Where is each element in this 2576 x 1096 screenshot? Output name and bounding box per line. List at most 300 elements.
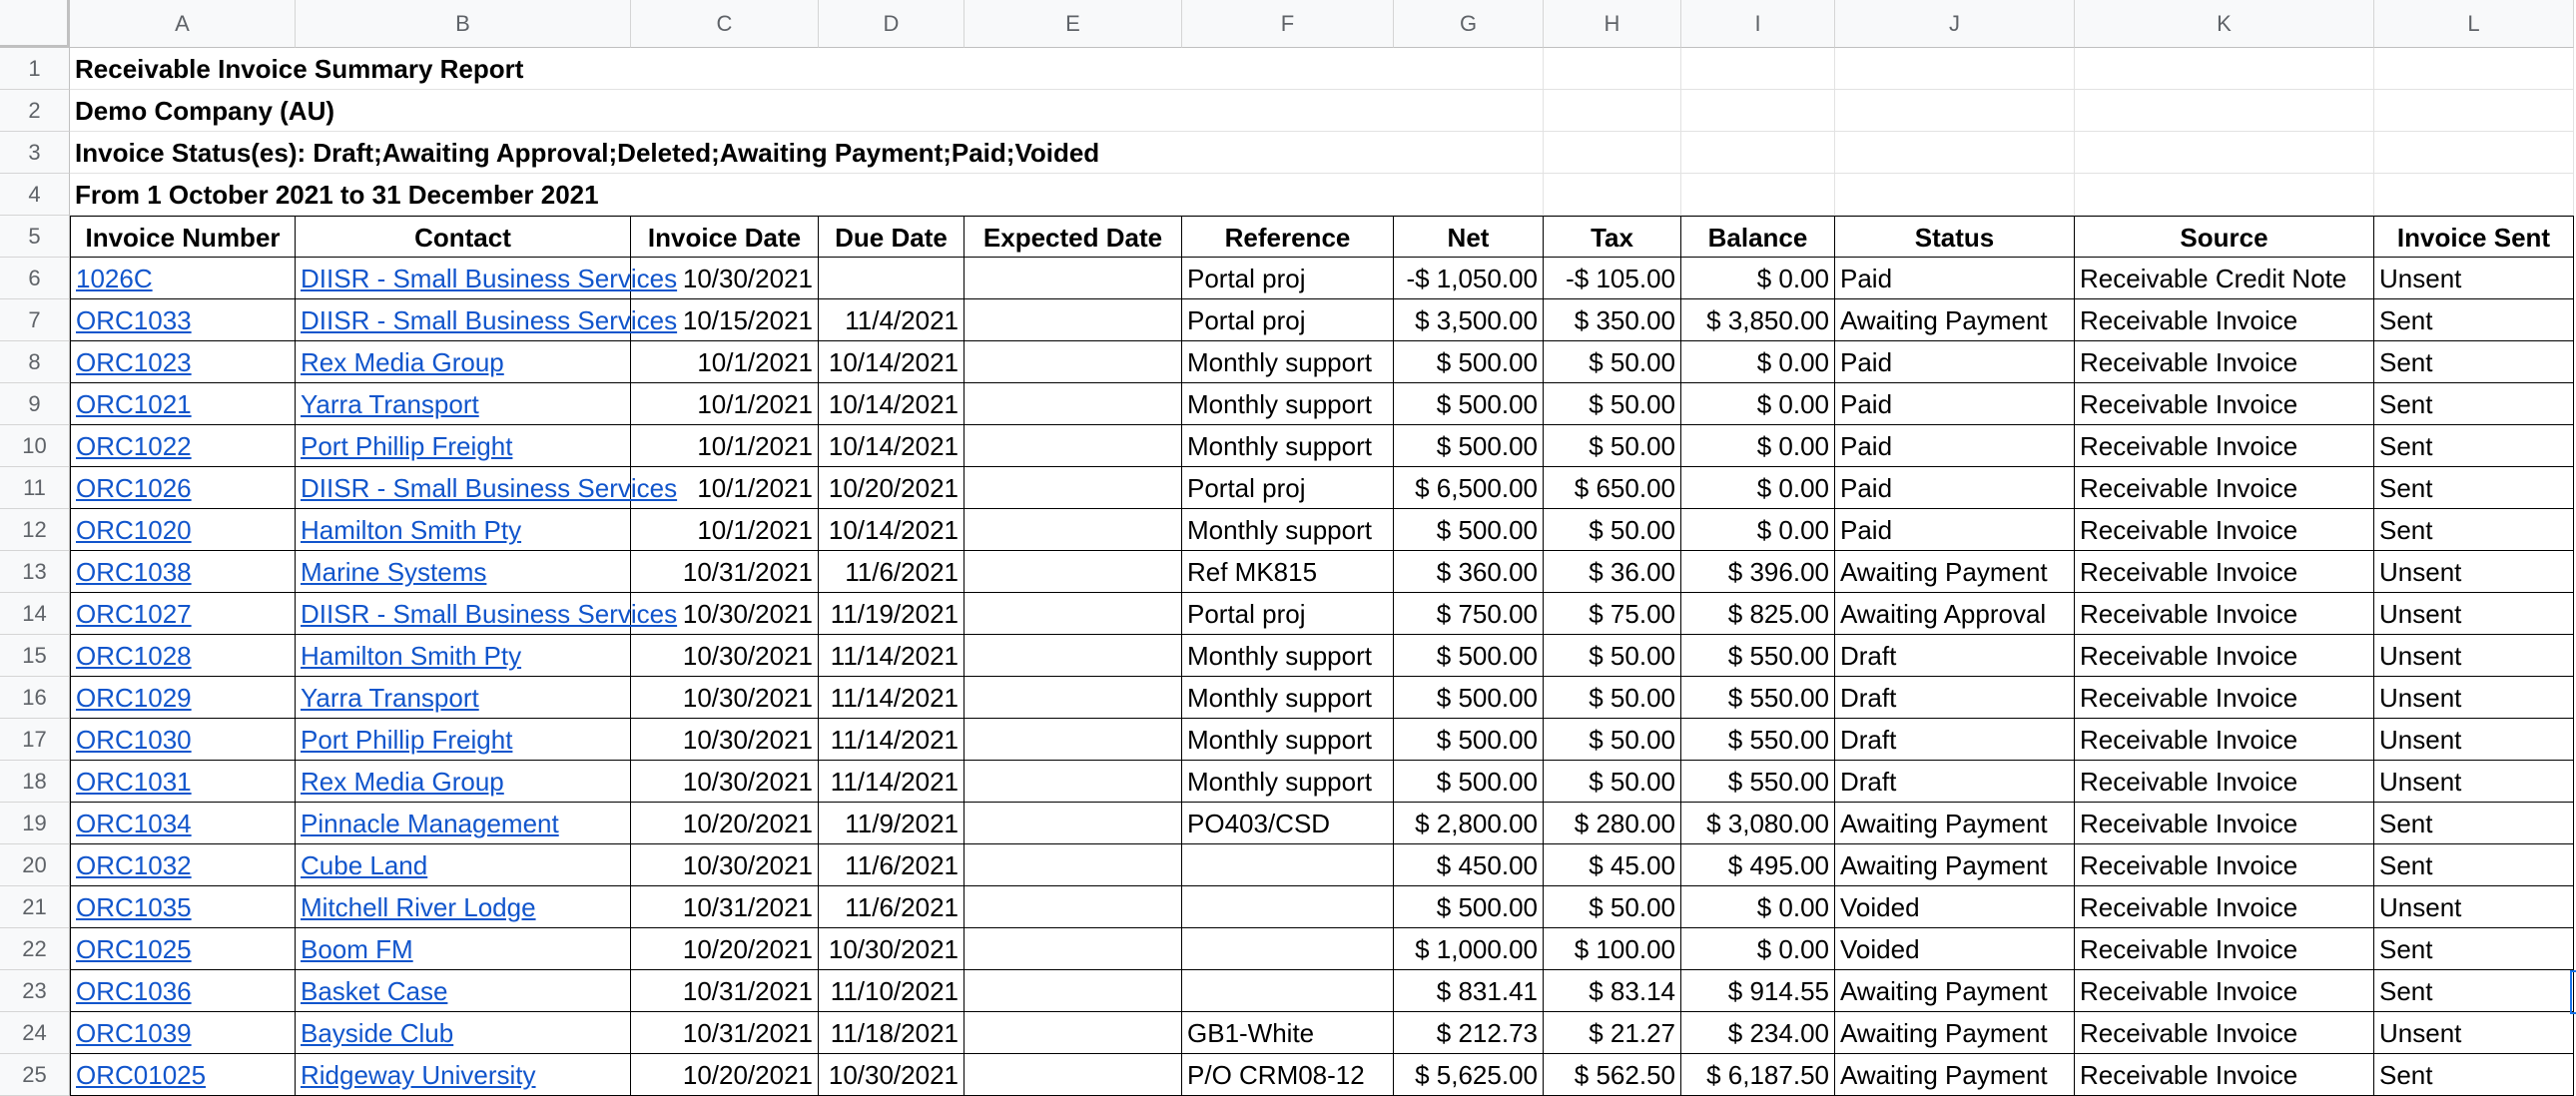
cell-invoice-date[interactable]: 10/1/2021 — [631, 341, 819, 383]
row-header[interactable]: 25 — [0, 1054, 70, 1096]
cell-due-date[interactable]: 10/14/2021 — [819, 383, 965, 425]
row-header[interactable]: 16 — [0, 677, 70, 719]
cell-invoice-sent[interactable]: Unsent — [2374, 258, 2574, 299]
cell[interactable] — [1544, 174, 1681, 216]
cell-source[interactable]: Receivable Invoice — [2075, 509, 2374, 551]
row-header[interactable]: 6 — [0, 258, 70, 299]
column-header-j[interactable]: J — [1835, 0, 2075, 48]
cell-invoice-date[interactable]: 10/20/2021 — [631, 1054, 819, 1096]
cell-expected-date[interactable] — [965, 928, 1182, 970]
row-header[interactable]: 11 — [0, 467, 70, 509]
cell-invoice-sent[interactable]: Sent — [2374, 509, 2574, 551]
cell-source[interactable]: Receivable Invoice — [2075, 886, 2374, 928]
cell-due-date[interactable]: 11/9/2021 — [819, 803, 965, 844]
cell-contact[interactable]: Ridgeway University — [296, 1054, 631, 1096]
cell-invoice-sent[interactable]: Sent — [2374, 383, 2574, 425]
cell-tax[interactable]: $ 50.00 — [1544, 635, 1681, 677]
row-header[interactable]: 18 — [0, 761, 70, 803]
cell-reference[interactable]: Ref MK815 — [1182, 551, 1394, 593]
cell-expected-date[interactable] — [965, 593, 1182, 635]
header-source[interactable]: Source — [2075, 216, 2374, 258]
cell-tax[interactable]: $ 50.00 — [1544, 509, 1681, 551]
header-contact[interactable]: Contact — [296, 216, 631, 258]
cell-balance[interactable]: $ 495.00 — [1681, 844, 1835, 886]
cell-tax[interactable]: $ 350.00 — [1544, 299, 1681, 341]
cell-invoice-number[interactable]: ORC1028 — [70, 635, 296, 677]
cell-invoice-number[interactable]: ORC1025 — [70, 928, 296, 970]
cell-expected-date[interactable] — [965, 803, 1182, 844]
cell-tax[interactable]: $ 50.00 — [1544, 761, 1681, 803]
cell-due-date[interactable]: 10/14/2021 — [819, 509, 965, 551]
cell-status[interactable]: Awaiting Approval — [1835, 593, 2075, 635]
cell-balance[interactable]: $ 0.00 — [1681, 509, 1835, 551]
cell-tax[interactable]: $ 36.00 — [1544, 551, 1681, 593]
cell-expected-date[interactable] — [965, 844, 1182, 886]
cell-due-date[interactable]: 10/20/2021 — [819, 467, 965, 509]
cell-invoice-number[interactable]: ORC1033 — [70, 299, 296, 341]
cell-invoice-sent[interactable]: Sent — [2374, 425, 2574, 467]
row-header[interactable]: 12 — [0, 509, 70, 551]
cell-source[interactable]: Receivable Invoice — [2075, 844, 2374, 886]
cell-reference[interactable]: Portal proj — [1182, 258, 1394, 299]
cell-invoice-number[interactable]: ORC1022 — [70, 425, 296, 467]
cell-invoice-number[interactable]: ORC1034 — [70, 803, 296, 844]
cell-contact[interactable]: Bayside Club — [296, 1012, 631, 1054]
cell[interactable] — [1681, 48, 1835, 90]
row-header[interactable]: 23 — [0, 970, 70, 1012]
cell-contact[interactable]: Rex Media Group — [296, 341, 631, 383]
cell-invoice-date[interactable]: 10/20/2021 — [631, 803, 819, 844]
cell[interactable] — [1835, 90, 2075, 132]
cell-invoice-sent[interactable]: Unsent — [2374, 719, 2574, 761]
cell-contact[interactable]: Boom FM — [296, 928, 631, 970]
cell-reference[interactable]: Portal proj — [1182, 593, 1394, 635]
cell-status[interactable]: Awaiting Payment — [1835, 803, 2075, 844]
column-header-h[interactable]: H — [1544, 0, 1681, 48]
cell-tax[interactable]: $ 562.50 — [1544, 1054, 1681, 1096]
cell-balance[interactable]: $ 234.00 — [1681, 1012, 1835, 1054]
cell-expected-date[interactable] — [965, 341, 1182, 383]
cell-invoice-sent[interactable]: Unsent — [2374, 761, 2574, 803]
cell-invoice-number[interactable]: ORC1035 — [70, 886, 296, 928]
cell[interactable] — [2075, 90, 2374, 132]
cell-invoice-number[interactable]: 1026C — [70, 258, 296, 299]
cell-invoice-sent[interactable]: Sent — [2374, 970, 2574, 1012]
cell-status[interactable]: Paid — [1835, 383, 2075, 425]
cell-expected-date[interactable] — [965, 467, 1182, 509]
row-header[interactable]: 3 — [0, 132, 70, 174]
cell-invoice-sent[interactable]: Sent — [2374, 341, 2574, 383]
cell-balance[interactable]: $ 550.00 — [1681, 677, 1835, 719]
cell-balance[interactable]: $ 3,850.00 — [1681, 299, 1835, 341]
cell-expected-date[interactable] — [965, 677, 1182, 719]
cell-source[interactable]: Receivable Invoice — [2075, 677, 2374, 719]
cell-expected-date[interactable] — [965, 383, 1182, 425]
cell-reference[interactable]: Monthly support — [1182, 425, 1394, 467]
cell[interactable] — [2374, 174, 2574, 216]
row-header[interactable]: 15 — [0, 635, 70, 677]
cell-status[interactable]: Paid — [1835, 341, 2075, 383]
cell-net[interactable]: $ 500.00 — [1394, 886, 1544, 928]
cell-invoice-sent[interactable]: Unsent — [2374, 677, 2574, 719]
row-header[interactable]: 24 — [0, 1012, 70, 1054]
cell-source[interactable]: Receivable Invoice — [2075, 299, 2374, 341]
cell-net[interactable]: $ 6,500.00 — [1394, 467, 1544, 509]
row-header[interactable]: 19 — [0, 803, 70, 844]
cell-balance[interactable]: $ 0.00 — [1681, 258, 1835, 299]
cell[interactable] — [2374, 132, 2574, 174]
cell-reference[interactable]: Monthly support — [1182, 719, 1394, 761]
cell-tax[interactable]: $ 75.00 — [1544, 593, 1681, 635]
row-header[interactable]: 1 — [0, 48, 70, 90]
cell-net[interactable]: $ 750.00 — [1394, 593, 1544, 635]
cell-invoice-date[interactable]: 10/30/2021 — [631, 258, 819, 299]
cell-contact[interactable]: Cube Land — [296, 844, 631, 886]
cell-invoice-sent[interactable]: Sent — [2374, 299, 2574, 341]
cell-expected-date[interactable] — [965, 761, 1182, 803]
cell-expected-date[interactable] — [965, 719, 1182, 761]
cell-net[interactable]: $ 500.00 — [1394, 635, 1544, 677]
column-header-k[interactable]: K — [2075, 0, 2374, 48]
cell-expected-date[interactable] — [965, 635, 1182, 677]
cell-invoice-date[interactable]: 10/1/2021 — [631, 509, 819, 551]
cell-expected-date[interactable] — [965, 886, 1182, 928]
cell-source[interactable]: Receivable Invoice — [2075, 593, 2374, 635]
cell-balance[interactable]: $ 550.00 — [1681, 761, 1835, 803]
cell[interactable] — [1544, 48, 1681, 90]
cell-grid[interactable] — [70, 48, 2576, 1096]
cell-balance[interactable]: $ 6,187.50 — [1681, 1054, 1835, 1096]
cell-invoice-sent[interactable]: Sent — [2374, 1054, 2574, 1096]
cell[interactable] — [1544, 90, 1681, 132]
cell-balance[interactable]: $ 0.00 — [1681, 886, 1835, 928]
cell-invoice-date[interactable]: 10/30/2021 — [631, 761, 819, 803]
cell-reference[interactable]: Monthly support — [1182, 383, 1394, 425]
report-subtitle[interactable]: Invoice Status(es): Draft;Awaiting Approval;Deleted;Awaiting Payment;Paid;Voided — [70, 132, 1468, 174]
cell-source[interactable]: Receivable Invoice — [2075, 1054, 2374, 1096]
column-header-d[interactable]: D — [819, 0, 965, 48]
cell-contact[interactable]: Yarra Transport — [296, 677, 631, 719]
cell-net[interactable]: $ 831.41 — [1394, 970, 1544, 1012]
cell-net[interactable]: $ 3,500.00 — [1394, 299, 1544, 341]
cell-contact[interactable]: Basket Case — [296, 970, 631, 1012]
cell-net[interactable]: $ 500.00 — [1394, 383, 1544, 425]
cell-balance[interactable]: $ 550.00 — [1681, 719, 1835, 761]
cell-due-date[interactable]: 11/4/2021 — [819, 299, 965, 341]
cell-reference[interactable] — [1182, 970, 1394, 1012]
cell-invoice-date[interactable]: 10/31/2021 — [631, 970, 819, 1012]
cell-status[interactable]: Awaiting Payment — [1835, 1054, 2075, 1096]
cell-invoice-number[interactable]: ORC1020 — [70, 509, 296, 551]
row-header[interactable]: 10 — [0, 425, 70, 467]
cell-tax[interactable]: $ 50.00 — [1544, 425, 1681, 467]
cell-net[interactable]: -$ 1,050.00 — [1394, 258, 1544, 299]
cell-source[interactable]: Receivable Invoice — [2075, 1012, 2374, 1054]
cell-net[interactable]: $ 500.00 — [1394, 509, 1544, 551]
cell-due-date[interactable]: 11/14/2021 — [819, 635, 965, 677]
cell-due-date[interactable]: 10/14/2021 — [819, 341, 965, 383]
column-header-e[interactable]: E — [965, 0, 1182, 48]
select-all-corner[interactable] — [0, 0, 70, 48]
cell-invoice-date[interactable]: 10/30/2021 — [631, 635, 819, 677]
cell-reference[interactable]: Monthly support — [1182, 509, 1394, 551]
cell[interactable] — [1681, 90, 1835, 132]
cell-due-date[interactable]: 10/14/2021 — [819, 425, 965, 467]
cell-contact[interactable]: DIISR - Small Business Services — [296, 467, 631, 509]
cell-contact[interactable]: Mitchell River Lodge — [296, 886, 631, 928]
cell-balance[interactable]: $ 0.00 — [1681, 383, 1835, 425]
column-header-i[interactable]: I — [1681, 0, 1835, 48]
cell-balance[interactable]: $ 550.00 — [1681, 635, 1835, 677]
cell-tax[interactable]: $ 100.00 — [1544, 928, 1681, 970]
cell-reference[interactable]: GB1-White — [1182, 1012, 1394, 1054]
cell-contact[interactable]: Hamilton Smith Pty — [296, 635, 631, 677]
row-header[interactable]: 2 — [0, 90, 70, 132]
cell-status[interactable]: Paid — [1835, 509, 2075, 551]
cell-net[interactable]: $ 450.00 — [1394, 844, 1544, 886]
cell-invoice-number[interactable]: ORC1027 — [70, 593, 296, 635]
cell[interactable] — [2075, 174, 2374, 216]
cell-net[interactable]: $ 500.00 — [1394, 341, 1544, 383]
column-header-f[interactable]: F — [1182, 0, 1394, 48]
cell-source[interactable]: Receivable Invoice — [2075, 761, 2374, 803]
cell-net[interactable]: $ 500.00 — [1394, 719, 1544, 761]
row-header[interactable]: 5 — [0, 216, 70, 258]
report-subtitle[interactable]: Demo Company (AU) — [70, 90, 1468, 132]
cell-contact[interactable]: Pinnacle Management — [296, 803, 631, 844]
cell-invoice-number[interactable]: ORC1032 — [70, 844, 296, 886]
cell-invoice-date[interactable]: 10/30/2021 — [631, 677, 819, 719]
cell-tax[interactable]: $ 650.00 — [1544, 467, 1681, 509]
cell-expected-date[interactable] — [965, 1054, 1182, 1096]
cell-source[interactable]: Receivable Invoice — [2075, 383, 2374, 425]
cell-invoice-date[interactable]: 10/15/2021 — [631, 299, 819, 341]
cell-source[interactable]: Receivable Invoice — [2075, 341, 2374, 383]
cell-status[interactable]: Draft — [1835, 677, 2075, 719]
cell-invoice-sent[interactable]: Sent — [2374, 844, 2574, 886]
cell-due-date[interactable] — [819, 258, 965, 299]
row-header[interactable]: 14 — [0, 593, 70, 635]
cell-source[interactable]: Receivable Invoice — [2075, 803, 2374, 844]
row-header[interactable]: 7 — [0, 299, 70, 341]
cell-status[interactable]: Awaiting Payment — [1835, 844, 2075, 886]
column-header-c[interactable]: C — [631, 0, 819, 48]
cell-source[interactable]: Receivable Invoice — [2075, 928, 2374, 970]
cell-reference[interactable]: Monthly support — [1182, 677, 1394, 719]
cell-status[interactable]: Awaiting Payment — [1835, 970, 2075, 1012]
cell-reference[interactable] — [1182, 886, 1394, 928]
cell-status[interactable]: Voided — [1835, 886, 2075, 928]
header-due-date[interactable]: Due Date — [819, 216, 965, 258]
cell-source[interactable]: Receivable Credit Note — [2075, 258, 2374, 299]
cell-due-date[interactable]: 11/10/2021 — [819, 970, 965, 1012]
cell-status[interactable]: Awaiting Payment — [1835, 1012, 2075, 1054]
cell-tax[interactable]: $ 50.00 — [1544, 383, 1681, 425]
cell-contact[interactable]: Rex Media Group — [296, 761, 631, 803]
cell-source[interactable]: Receivable Invoice — [2075, 970, 2374, 1012]
header-tax[interactable]: Tax — [1544, 216, 1681, 258]
cell-reference[interactable]: PO403/CSD — [1182, 803, 1394, 844]
column-header-a[interactable]: A — [70, 0, 296, 48]
header-invoice-date[interactable]: Invoice Date — [631, 216, 819, 258]
cell-invoice-number[interactable]: ORC1038 — [70, 551, 296, 593]
row-header[interactable]: 9 — [0, 383, 70, 425]
cell-due-date[interactable]: 11/6/2021 — [819, 886, 965, 928]
header-expected-date[interactable]: Expected Date — [965, 216, 1182, 258]
cell-reference[interactable] — [1182, 928, 1394, 970]
cell-status[interactable]: Awaiting Payment — [1835, 299, 2075, 341]
header-reference[interactable]: Reference — [1182, 216, 1394, 258]
cell-net[interactable]: $ 500.00 — [1394, 761, 1544, 803]
cell-expected-date[interactable] — [965, 299, 1182, 341]
cell-invoice-date[interactable]: 10/30/2021 — [631, 719, 819, 761]
row-header[interactable]: 4 — [0, 174, 70, 216]
cell-tax[interactable]: $ 280.00 — [1544, 803, 1681, 844]
cell-invoice-date[interactable]: 10/30/2021 — [631, 593, 819, 635]
cell-expected-date[interactable] — [965, 509, 1182, 551]
cell-due-date[interactable]: 11/18/2021 — [819, 1012, 965, 1054]
cell-invoice-number[interactable]: ORC1021 — [70, 383, 296, 425]
column-header-b[interactable]: B — [296, 0, 631, 48]
cell-reference[interactable]: P/O CRM08-12 — [1182, 1054, 1394, 1096]
cell-tax[interactable]: $ 50.00 — [1544, 677, 1681, 719]
row-header[interactable]: 20 — [0, 844, 70, 886]
cell-expected-date[interactable] — [965, 425, 1182, 467]
cell[interactable] — [1835, 174, 2075, 216]
cell-invoice-sent[interactable]: Unsent — [2374, 1012, 2574, 1054]
cell-invoice-sent[interactable]: Sent — [2374, 928, 2574, 970]
header-invoice-sent[interactable]: Invoice Sent — [2374, 216, 2574, 258]
cell-contact[interactable]: DIISR - Small Business Services — [296, 593, 631, 635]
cell-balance[interactable]: $ 396.00 — [1681, 551, 1835, 593]
row-header[interactable]: 13 — [0, 551, 70, 593]
cell-contact[interactable]: Marine Systems — [296, 551, 631, 593]
cell-invoice-number[interactable]: ORC1026 — [70, 467, 296, 509]
cell-due-date[interactable]: 11/14/2021 — [819, 719, 965, 761]
cell-tax[interactable]: -$ 105.00 — [1544, 258, 1681, 299]
cell[interactable] — [2374, 90, 2574, 132]
cell-due-date[interactable]: 11/14/2021 — [819, 677, 965, 719]
cell-net[interactable]: $ 5,625.00 — [1394, 1054, 1544, 1096]
cell-reference[interactable]: Monthly support — [1182, 341, 1394, 383]
cell-invoice-sent[interactable]: Sent — [2374, 803, 2574, 844]
cell-tax[interactable]: $ 50.00 — [1544, 719, 1681, 761]
cell-reference[interactable] — [1182, 844, 1394, 886]
cell[interactable] — [1681, 174, 1835, 216]
cell[interactable] — [2075, 48, 2374, 90]
cell-invoice-date[interactable]: 10/20/2021 — [631, 928, 819, 970]
cell-expected-date[interactable] — [965, 551, 1182, 593]
cell-due-date[interactable]: 11/6/2021 — [819, 844, 965, 886]
cell-due-date[interactable]: 11/19/2021 — [819, 593, 965, 635]
cell-contact[interactable]: Yarra Transport — [296, 383, 631, 425]
cell[interactable] — [2374, 48, 2574, 90]
cell-invoice-number[interactable]: ORC1039 — [70, 1012, 296, 1054]
cell-invoice-number[interactable]: ORC1031 — [70, 761, 296, 803]
cell[interactable] — [1544, 132, 1681, 174]
row-header[interactable]: 17 — [0, 719, 70, 761]
cell[interactable] — [1835, 48, 2075, 90]
cell-source[interactable]: Receivable Invoice — [2075, 551, 2374, 593]
cell-due-date[interactable]: 10/30/2021 — [819, 1054, 965, 1096]
cell[interactable] — [2075, 132, 2374, 174]
report-title[interactable]: Receivable Invoice Summary Report — [70, 48, 1468, 90]
row-header[interactable]: 21 — [0, 886, 70, 928]
cell-invoice-date[interactable]: 10/1/2021 — [631, 383, 819, 425]
cell-invoice-number[interactable]: ORC1023 — [70, 341, 296, 383]
cell-reference[interactable]: Monthly support — [1182, 761, 1394, 803]
header-balance[interactable]: Balance — [1681, 216, 1835, 258]
cell-invoice-sent[interactable]: Unsent — [2374, 635, 2574, 677]
report-subtitle[interactable]: From 1 October 2021 to 31 December 2021 — [70, 174, 1468, 216]
cell-balance[interactable]: $ 0.00 — [1681, 341, 1835, 383]
cell-status[interactable]: Awaiting Payment — [1835, 551, 2075, 593]
cell-invoice-number[interactable]: ORC1036 — [70, 970, 296, 1012]
cell-net[interactable]: $ 500.00 — [1394, 425, 1544, 467]
cell-contact[interactable]: DIISR - Small Business Services — [296, 258, 631, 299]
cell-net[interactable]: $ 360.00 — [1394, 551, 1544, 593]
cell-tax[interactable]: $ 45.00 — [1544, 844, 1681, 886]
cell-net[interactable]: $ 500.00 — [1394, 677, 1544, 719]
cell[interactable] — [1835, 132, 2075, 174]
cell-net[interactable]: $ 1,000.00 — [1394, 928, 1544, 970]
cell-status[interactable]: Draft — [1835, 761, 2075, 803]
cell[interactable] — [1681, 132, 1835, 174]
cell-balance[interactable]: $ 3,080.00 — [1681, 803, 1835, 844]
cell-invoice-sent[interactable]: Unsent — [2374, 593, 2574, 635]
cell-net[interactable]: $ 212.73 — [1394, 1012, 1544, 1054]
cell-invoice-date[interactable]: 10/31/2021 — [631, 1012, 819, 1054]
cell-source[interactable]: Receivable Invoice — [2075, 635, 2374, 677]
cell-contact[interactable]: Port Phillip Freight — [296, 425, 631, 467]
cell-contact[interactable]: Port Phillip Freight — [296, 719, 631, 761]
cell-due-date[interactable]: 11/6/2021 — [819, 551, 965, 593]
cell-invoice-date[interactable]: 10/31/2021 — [631, 886, 819, 928]
cell-invoice-number[interactable]: ORC1030 — [70, 719, 296, 761]
cell-status[interactable]: Voided — [1835, 928, 2075, 970]
header-net[interactable]: Net — [1394, 216, 1544, 258]
cell-tax[interactable]: $ 50.00 — [1544, 886, 1681, 928]
cell-balance[interactable]: $ 0.00 — [1681, 467, 1835, 509]
column-header-g[interactable]: G — [1394, 0, 1544, 48]
cell-due-date[interactable]: 10/30/2021 — [819, 928, 965, 970]
cell-expected-date[interactable] — [965, 1012, 1182, 1054]
cell-net[interactable]: $ 2,800.00 — [1394, 803, 1544, 844]
row-header[interactable]: 8 — [0, 341, 70, 383]
cell-source[interactable]: Receivable Invoice — [2075, 425, 2374, 467]
row-header[interactable]: 22 — [0, 928, 70, 970]
cell-balance[interactable]: $ 0.00 — [1681, 425, 1835, 467]
cell-reference[interactable]: Portal proj — [1182, 299, 1394, 341]
cell-invoice-date[interactable]: 10/1/2021 — [631, 467, 819, 509]
cell-source[interactable]: Receivable Invoice — [2075, 467, 2374, 509]
cell-status[interactable]: Draft — [1835, 635, 2075, 677]
cell-invoice-date[interactable]: 10/30/2021 — [631, 844, 819, 886]
cell-balance[interactable]: $ 0.00 — [1681, 928, 1835, 970]
cell-invoice-sent[interactable]: Sent — [2374, 467, 2574, 509]
column-header-l[interactable]: L — [2374, 0, 2574, 48]
cell-tax[interactable]: $ 21.27 — [1544, 1012, 1681, 1054]
cell-tax[interactable]: $ 50.00 — [1544, 341, 1681, 383]
cell-reference[interactable]: Portal proj — [1182, 467, 1394, 509]
cell-status[interactable]: Draft — [1835, 719, 2075, 761]
cell-contact[interactable]: DIISR - Small Business Services — [296, 299, 631, 341]
cell-expected-date[interactable] — [965, 970, 1182, 1012]
cell-invoice-number[interactable]: ORC1029 — [70, 677, 296, 719]
cell-balance[interactable]: $ 825.00 — [1681, 593, 1835, 635]
cell-contact[interactable]: Hamilton Smith Pty — [296, 509, 631, 551]
cell-expected-date[interactable] — [965, 258, 1182, 299]
